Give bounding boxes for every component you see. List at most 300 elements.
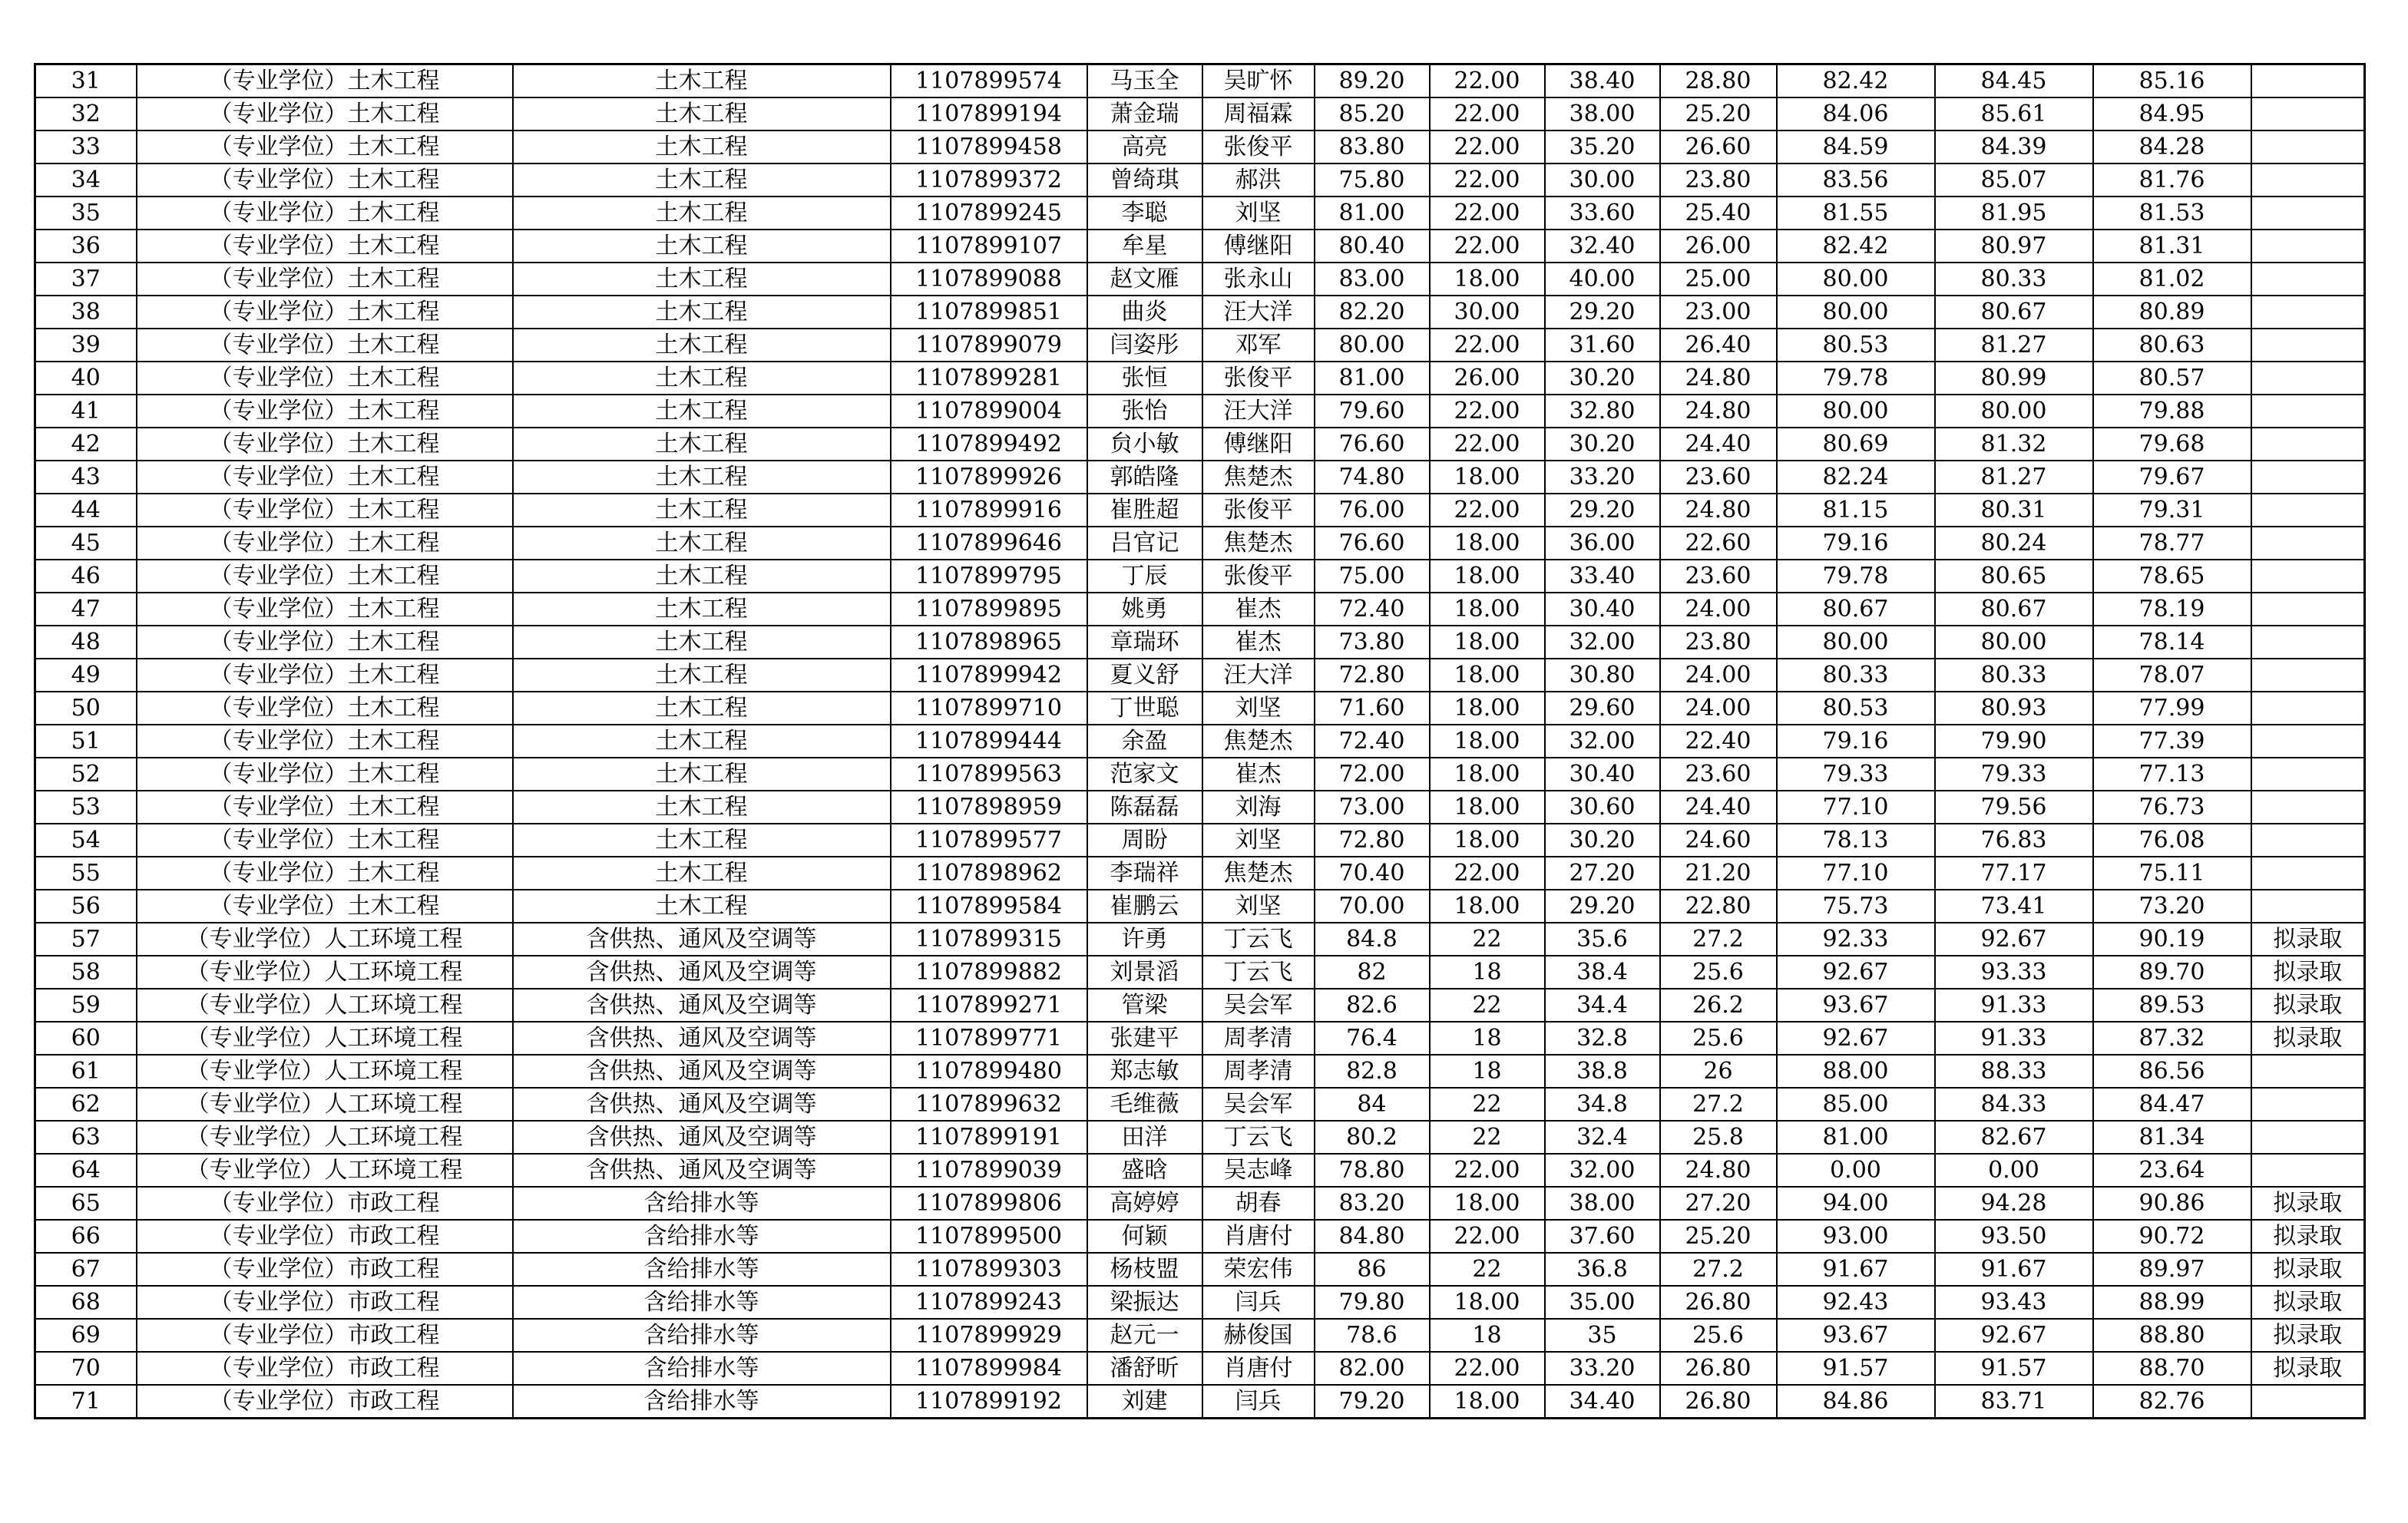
- cell-row-number: 37: [35, 263, 137, 296]
- cell-candidate-id: 1107899194: [891, 97, 1087, 130]
- cell-score-2: 18: [1430, 1319, 1545, 1352]
- cell-major-name: （专业学位）市政工程: [137, 1385, 513, 1419]
- table-row: [35, 164, 2365, 197]
- cell-supervisor-name: 胡春: [1202, 1187, 1315, 1220]
- cell-admission-status: 拟录取: [2251, 989, 2365, 1022]
- cell-admission-status: [2251, 1088, 2365, 1121]
- cell-major-name: （专业学位）土木工程: [137, 494, 513, 527]
- cell-research-direction: 土木工程: [513, 824, 891, 857]
- table-row: [35, 1352, 2365, 1385]
- cell-score-4: 26.60: [1660, 130, 1777, 164]
- cell-score-5: 93.67: [1777, 1319, 1935, 1352]
- cell-score-4: 25.6: [1660, 956, 1777, 989]
- cell-major-name: （专业学位）土木工程: [137, 560, 513, 593]
- cell-score-4: 25.20: [1660, 1220, 1777, 1253]
- cell-score-3: 32.40: [1545, 230, 1660, 263]
- cell-score-2: 18.00: [1430, 1286, 1545, 1319]
- cell-major-name: （专业学位）市政工程: [137, 1220, 513, 1253]
- cell-candidate-id: 1107899795: [891, 560, 1087, 593]
- cell-score-3: 32.00: [1545, 626, 1660, 659]
- cell-score-3: 38.00: [1545, 1187, 1660, 1220]
- cell-total-score: 90.86: [2093, 1187, 2251, 1220]
- cell-score-5: 83.56: [1777, 164, 1935, 197]
- cell-supervisor-name: 吴会军: [1202, 989, 1315, 1022]
- cell-score-6: 84.45: [1935, 64, 2093, 98]
- cell-score-2: 18.00: [1430, 758, 1545, 791]
- cell-research-direction: 含给排水等: [513, 1220, 891, 1253]
- cell-candidate-id: 1107899895: [891, 593, 1087, 626]
- cell-score-1: 82.00: [1315, 1352, 1430, 1385]
- cell-candidate-id: 1107899245: [891, 197, 1087, 230]
- cell-total-score: 88.80: [2093, 1319, 2251, 1352]
- cell-total-score: 77.13: [2093, 758, 2251, 791]
- cell-score-2: 22.00: [1430, 1352, 1545, 1385]
- cell-major-name: （专业学位）土木工程: [137, 230, 513, 263]
- cell-research-direction: 土木工程: [513, 626, 891, 659]
- cell-row-number: 71: [35, 1385, 137, 1419]
- cell-score-6: 80.67: [1935, 593, 2093, 626]
- cell-score-4: 24.80: [1660, 1154, 1777, 1187]
- cell-admission-status: [2251, 758, 2365, 791]
- cell-admission-status: [2251, 329, 2365, 362]
- cell-score-2: 22.00: [1430, 230, 1545, 263]
- cell-admission-status: 拟录取: [2251, 1319, 2365, 1352]
- cell-row-number: 68: [35, 1286, 137, 1319]
- cell-score-6: 92.67: [1935, 923, 2093, 956]
- cell-score-5: 84.06: [1777, 97, 1935, 130]
- cell-score-4: 23.80: [1660, 164, 1777, 197]
- cell-total-score: 90.19: [2093, 923, 2251, 956]
- cell-major-name: （专业学位）土木工程: [137, 97, 513, 130]
- cell-total-score: 84.28: [2093, 130, 2251, 164]
- cell-admission-status: 拟录取: [2251, 923, 2365, 956]
- cell-admission-status: [2251, 1055, 2365, 1088]
- cell-research-direction: 土木工程: [513, 791, 891, 824]
- cell-score-4: 22.60: [1660, 527, 1777, 560]
- cell-candidate-id: 1107899563: [891, 758, 1087, 791]
- cell-score-2: 18.00: [1430, 527, 1545, 560]
- cell-score-5: 81.15: [1777, 494, 1935, 527]
- cell-candidate-name: 丁辰: [1087, 560, 1202, 593]
- cell-score-2: 18.00: [1430, 890, 1545, 923]
- cell-research-direction: 土木工程: [513, 527, 891, 560]
- cell-score-2: 22: [1430, 1121, 1545, 1154]
- cell-admission-status: [2251, 230, 2365, 263]
- cell-supervisor-name: 肖唐付: [1202, 1352, 1315, 1385]
- cell-total-score: 78.65: [2093, 560, 2251, 593]
- cell-score-5: 80.53: [1777, 692, 1935, 725]
- cell-score-5: 79.16: [1777, 725, 1935, 758]
- cell-candidate-id: 1107899191: [891, 1121, 1087, 1154]
- cell-candidate-name: 贠小敏: [1087, 428, 1202, 461]
- cell-supervisor-name: 汪大洋: [1202, 296, 1315, 329]
- cell-score-4: 23.80: [1660, 626, 1777, 659]
- cell-score-6: 79.90: [1935, 725, 2093, 758]
- cell-score-5: 92.43: [1777, 1286, 1935, 1319]
- cell-row-number: 47: [35, 593, 137, 626]
- cell-research-direction: 土木工程: [513, 857, 891, 890]
- cell-score-3: 38.4: [1545, 956, 1660, 989]
- cell-score-2: 18.00: [1430, 593, 1545, 626]
- cell-candidate-name: 何颖: [1087, 1220, 1202, 1253]
- cell-supervisor-name: 崔杰: [1202, 626, 1315, 659]
- cell-admission-status: [2251, 626, 2365, 659]
- cell-admission-status: [2251, 296, 2365, 329]
- cell-row-number: 49: [35, 659, 137, 692]
- cell-row-number: 44: [35, 494, 137, 527]
- cell-score-2: 30.00: [1430, 296, 1545, 329]
- cell-supervisor-name: 周孝清: [1202, 1022, 1315, 1055]
- cell-score-6: 91.33: [1935, 1022, 2093, 1055]
- cell-row-number: 69: [35, 1319, 137, 1352]
- cell-research-direction: 土木工程: [513, 560, 891, 593]
- cell-row-number: 39: [35, 329, 137, 362]
- cell-score-1: 76.00: [1315, 494, 1430, 527]
- table-row: [35, 659, 2365, 692]
- cell-admission-status: [2251, 791, 2365, 824]
- cell-supervisor-name: 吴志峰: [1202, 1154, 1315, 1187]
- cell-score-6: 80.93: [1935, 692, 2093, 725]
- cell-score-1: 72.80: [1315, 824, 1430, 857]
- cell-candidate-id: 1107899281: [891, 362, 1087, 395]
- cell-major-name: （专业学位）人工环境工程: [137, 1121, 513, 1154]
- cell-score-6: 81.27: [1935, 461, 2093, 494]
- cell-score-3: 30.00: [1545, 164, 1660, 197]
- table-row: [35, 1319, 2365, 1352]
- cell-research-direction: 含供热、通风及空调等: [513, 1088, 891, 1121]
- cell-score-2: 22.00: [1430, 97, 1545, 130]
- cell-score-6: 80.33: [1935, 659, 2093, 692]
- cell-row-number: 32: [35, 97, 137, 130]
- cell-total-score: 78.77: [2093, 527, 2251, 560]
- cell-score-1: 70.40: [1315, 857, 1430, 890]
- cell-candidate-name: 范家文: [1087, 758, 1202, 791]
- cell-candidate-id: 1107899500: [891, 1220, 1087, 1253]
- cell-score-4: 26: [1660, 1055, 1777, 1088]
- cell-candidate-name: 吕官记: [1087, 527, 1202, 560]
- cell-score-3: 35.20: [1545, 130, 1660, 164]
- cell-score-3: 34.4: [1545, 989, 1660, 1022]
- table-row: [35, 1220, 2365, 1253]
- cell-row-number: 54: [35, 824, 137, 857]
- cell-candidate-id: 1107899942: [891, 659, 1087, 692]
- cell-supervisor-name: 傅继阳: [1202, 428, 1315, 461]
- cell-score-4: 23.00: [1660, 296, 1777, 329]
- cell-research-direction: 含供热、通风及空调等: [513, 989, 891, 1022]
- cell-candidate-id: 1107899806: [891, 1187, 1087, 1220]
- cell-total-score: 73.20: [2093, 890, 2251, 923]
- table-row: [35, 395, 2365, 428]
- cell-major-name: （专业学位）土木工程: [137, 362, 513, 395]
- cell-candidate-id: 1107899444: [891, 725, 1087, 758]
- cell-score-4: 24.40: [1660, 428, 1777, 461]
- cell-score-5: 82.42: [1777, 64, 1935, 98]
- cell-research-direction: 土木工程: [513, 164, 891, 197]
- cell-total-score: 76.73: [2093, 791, 2251, 824]
- cell-candidate-name: 赵文雁: [1087, 263, 1202, 296]
- cell-total-score: 81.31: [2093, 230, 2251, 263]
- cell-score-1: 76.60: [1315, 428, 1430, 461]
- cell-score-3: 36.00: [1545, 527, 1660, 560]
- cell-total-score: 81.53: [2093, 197, 2251, 230]
- cell-row-number: 57: [35, 923, 137, 956]
- cell-major-name: （专业学位）土木工程: [137, 890, 513, 923]
- cell-candidate-name: 杨枝盟: [1087, 1253, 1202, 1286]
- cell-candidate-id: 1107898962: [891, 857, 1087, 890]
- cell-candidate-id: 1107899372: [891, 164, 1087, 197]
- table-row: [35, 1187, 2365, 1220]
- cell-major-name: （专业学位）土木工程: [137, 428, 513, 461]
- table-row: [35, 1253, 2365, 1286]
- cell-score-4: 22.40: [1660, 725, 1777, 758]
- cell-score-3: 36.8: [1545, 1253, 1660, 1286]
- cell-admission-status: [2251, 560, 2365, 593]
- cell-score-2: 18: [1430, 956, 1545, 989]
- cell-score-5: 82.42: [1777, 230, 1935, 263]
- cell-major-name: （专业学位）人工环境工程: [137, 1022, 513, 1055]
- table-row: [35, 97, 2365, 130]
- cell-score-6: 93.50: [1935, 1220, 2093, 1253]
- table-row: [35, 130, 2365, 164]
- table-row: [35, 593, 2365, 626]
- cell-score-3: 29.20: [1545, 890, 1660, 923]
- cell-candidate-name: 陈磊磊: [1087, 791, 1202, 824]
- cell-score-5: 88.00: [1777, 1055, 1935, 1088]
- cell-score-3: 35.00: [1545, 1286, 1660, 1319]
- cell-score-5: 79.78: [1777, 362, 1935, 395]
- cell-total-score: 75.11: [2093, 857, 2251, 890]
- cell-admission-status: 拟录取: [2251, 1220, 2365, 1253]
- cell-total-score: 82.76: [2093, 1385, 2251, 1419]
- cell-research-direction: 土木工程: [513, 130, 891, 164]
- cell-research-direction: 土木工程: [513, 659, 891, 692]
- table-row: [35, 725, 2365, 758]
- cell-score-1: 72.40: [1315, 725, 1430, 758]
- cell-supervisor-name: 周孝清: [1202, 1055, 1315, 1088]
- table-row: [35, 1121, 2365, 1154]
- cell-candidate-name: 高亮: [1087, 130, 1202, 164]
- cell-admission-status: 拟录取: [2251, 1187, 2365, 1220]
- cell-supervisor-name: 周福霖: [1202, 97, 1315, 130]
- cell-score-5: 93.00: [1777, 1220, 1935, 1253]
- cell-supervisor-name: 焦楚杰: [1202, 461, 1315, 494]
- cell-major-name: （专业学位）土木工程: [137, 527, 513, 560]
- cell-score-1: 80.40: [1315, 230, 1430, 263]
- cell-score-3: 34.40: [1545, 1385, 1660, 1419]
- cell-candidate-id: 1107899088: [891, 263, 1087, 296]
- cell-score-6: 80.00: [1935, 395, 2093, 428]
- cell-research-direction: 含给排水等: [513, 1253, 891, 1286]
- cell-score-6: 85.07: [1935, 164, 2093, 197]
- cell-score-1: 82.6: [1315, 989, 1430, 1022]
- cell-score-5: 82.24: [1777, 461, 1935, 494]
- cell-total-score: 88.70: [2093, 1352, 2251, 1385]
- cell-score-4: 25.20: [1660, 97, 1777, 130]
- cell-research-direction: 含供热、通风及空调等: [513, 1154, 891, 1187]
- cell-score-5: 79.78: [1777, 560, 1935, 593]
- cell-supervisor-name: 焦楚杰: [1202, 527, 1315, 560]
- cell-admission-status: 拟录取: [2251, 956, 2365, 989]
- cell-score-4: 24.00: [1660, 692, 1777, 725]
- cell-score-2: 22.00: [1430, 857, 1545, 890]
- cell-score-5: 80.53: [1777, 329, 1935, 362]
- cell-score-6: 79.56: [1935, 791, 2093, 824]
- cell-score-2: 18.00: [1430, 725, 1545, 758]
- cell-score-2: 22.00: [1430, 1154, 1545, 1187]
- cell-score-6: 80.33: [1935, 263, 2093, 296]
- cell-score-1: 70.00: [1315, 890, 1430, 923]
- cell-major-name: （专业学位）土木工程: [137, 593, 513, 626]
- cell-admission-status: [2251, 164, 2365, 197]
- cell-total-score: 79.68: [2093, 428, 2251, 461]
- cell-major-name: （专业学位）土木工程: [137, 692, 513, 725]
- cell-total-score: 78.19: [2093, 593, 2251, 626]
- cell-score-1: 80.2: [1315, 1121, 1430, 1154]
- cell-score-6: 88.33: [1935, 1055, 2093, 1088]
- cell-total-score: 81.02: [2093, 263, 2251, 296]
- cell-row-number: 51: [35, 725, 137, 758]
- cell-score-2: 18.00: [1430, 659, 1545, 692]
- cell-admission-status: 拟录取: [2251, 1253, 2365, 1286]
- cell-candidate-name: 郭皓隆: [1087, 461, 1202, 494]
- cell-score-1: 73.80: [1315, 626, 1430, 659]
- cell-admission-status: [2251, 890, 2365, 923]
- cell-score-4: 24.40: [1660, 791, 1777, 824]
- cell-research-direction: 含供热、通风及空调等: [513, 1022, 891, 1055]
- cell-score-6: 93.33: [1935, 956, 2093, 989]
- cell-score-6: 81.32: [1935, 428, 2093, 461]
- cell-major-name: （专业学位）土木工程: [137, 725, 513, 758]
- cell-major-name: （专业学位）土木工程: [137, 130, 513, 164]
- cell-score-3: 29.20: [1545, 296, 1660, 329]
- table-row: [35, 1385, 2365, 1419]
- cell-score-1: 78.6: [1315, 1319, 1430, 1352]
- cell-supervisor-name: 张俊平: [1202, 494, 1315, 527]
- cell-score-6: 91.57: [1935, 1352, 2093, 1385]
- cell-admission-status: [2251, 97, 2365, 130]
- cell-score-1: 85.20: [1315, 97, 1430, 130]
- cell-score-1: 89.20: [1315, 64, 1430, 98]
- cell-candidate-name: 赵元一: [1087, 1319, 1202, 1352]
- cell-admission-status: [2251, 1121, 2365, 1154]
- table-row: [35, 527, 2365, 560]
- cell-candidate-id: 1107899584: [891, 890, 1087, 923]
- cell-candidate-id: 1107899926: [891, 461, 1087, 494]
- cell-score-5: 92.33: [1777, 923, 1935, 956]
- cell-supervisor-name: 张永山: [1202, 263, 1315, 296]
- cell-supervisor-name: 丁云飞: [1202, 923, 1315, 956]
- cell-score-6: 80.00: [1935, 626, 2093, 659]
- cell-major-name: （专业学位）人工环境工程: [137, 956, 513, 989]
- cell-score-6: 80.65: [1935, 560, 2093, 593]
- cell-supervisor-name: 吴旷怀: [1202, 64, 1315, 98]
- cell-score-3: 35: [1545, 1319, 1660, 1352]
- cell-row-number: 59: [35, 989, 137, 1022]
- cell-score-2: 22.00: [1430, 329, 1545, 362]
- cell-admission-status: [2251, 824, 2365, 857]
- cell-major-name: （专业学位）土木工程: [137, 263, 513, 296]
- cell-score-4: 24.60: [1660, 824, 1777, 857]
- cell-major-name: （专业学位）市政工程: [137, 1253, 513, 1286]
- cell-admission-status: [2251, 130, 2365, 164]
- cell-admission-status: 拟录取: [2251, 1286, 2365, 1319]
- cell-score-3: 30.20: [1545, 428, 1660, 461]
- cell-score-6: 94.28: [1935, 1187, 2093, 1220]
- cell-score-3: 38.40: [1545, 64, 1660, 98]
- cell-score-1: 71.60: [1315, 692, 1430, 725]
- cell-total-score: 78.14: [2093, 626, 2251, 659]
- cell-total-score: 80.89: [2093, 296, 2251, 329]
- cell-score-3: 37.60: [1545, 1220, 1660, 1253]
- cell-total-score: 79.67: [2093, 461, 2251, 494]
- cell-score-5: 80.00: [1777, 296, 1935, 329]
- cell-research-direction: 含供热、通风及空调等: [513, 956, 891, 989]
- cell-supervisor-name: 丁云飞: [1202, 956, 1315, 989]
- cell-total-score: 80.63: [2093, 329, 2251, 362]
- cell-score-3: 32.8: [1545, 1022, 1660, 1055]
- cell-major-name: （专业学位）土木工程: [137, 296, 513, 329]
- cell-score-1: 83.80: [1315, 130, 1430, 164]
- cell-score-2: 26.00: [1430, 362, 1545, 395]
- cell-total-score: 88.99: [2093, 1286, 2251, 1319]
- cell-candidate-name: 郑志敏: [1087, 1055, 1202, 1088]
- cell-row-number: 38: [35, 296, 137, 329]
- cell-research-direction: 土木工程: [513, 296, 891, 329]
- cell-candidate-name: 崔鹏云: [1087, 890, 1202, 923]
- cell-total-score: 77.39: [2093, 725, 2251, 758]
- cell-row-number: 60: [35, 1022, 137, 1055]
- cell-supervisor-name: 崔杰: [1202, 758, 1315, 791]
- cell-admission-status: [2251, 197, 2365, 230]
- cell-score-2: 18.00: [1430, 263, 1545, 296]
- cell-major-name: （专业学位）土木工程: [137, 626, 513, 659]
- cell-row-number: 61: [35, 1055, 137, 1088]
- cell-total-score: 79.31: [2093, 494, 2251, 527]
- cell-candidate-id: 1107899480: [891, 1055, 1087, 1088]
- cell-score-6: 76.83: [1935, 824, 2093, 857]
- cell-candidate-name: 张恒: [1087, 362, 1202, 395]
- cell-score-2: 22.00: [1430, 428, 1545, 461]
- cell-score-5: 84.86: [1777, 1385, 1935, 1419]
- cell-candidate-id: 1107899771: [891, 1022, 1087, 1055]
- cell-candidate-name: 余盈: [1087, 725, 1202, 758]
- cell-score-3: 30.20: [1545, 362, 1660, 395]
- cell-score-6: 91.33: [1935, 989, 2093, 1022]
- cell-score-3: 32.00: [1545, 1154, 1660, 1187]
- cell-row-number: 64: [35, 1154, 137, 1187]
- cell-row-number: 35: [35, 197, 137, 230]
- cell-row-number: 43: [35, 461, 137, 494]
- cell-score-6: 85.61: [1935, 97, 2093, 130]
- cell-score-2: 22.00: [1430, 395, 1545, 428]
- cell-score-1: 82: [1315, 956, 1430, 989]
- cell-total-score: 81.76: [2093, 164, 2251, 197]
- cell-score-4: 22.80: [1660, 890, 1777, 923]
- cell-score-5: 75.73: [1777, 890, 1935, 923]
- table-row: [35, 1022, 2365, 1055]
- cell-research-direction: 土木工程: [513, 362, 891, 395]
- cell-research-direction: 土木工程: [513, 395, 891, 428]
- table-row: [35, 989, 2365, 1022]
- cell-candidate-name: 张怡: [1087, 395, 1202, 428]
- cell-research-direction: 土木工程: [513, 197, 891, 230]
- cell-candidate-id: 1107899458: [891, 130, 1087, 164]
- cell-score-6: 0.00: [1935, 1154, 2093, 1187]
- cell-score-6: 92.67: [1935, 1319, 2093, 1352]
- cell-score-2: 22: [1430, 989, 1545, 1022]
- cell-score-1: 76.60: [1315, 527, 1430, 560]
- table-row: [35, 791, 2365, 824]
